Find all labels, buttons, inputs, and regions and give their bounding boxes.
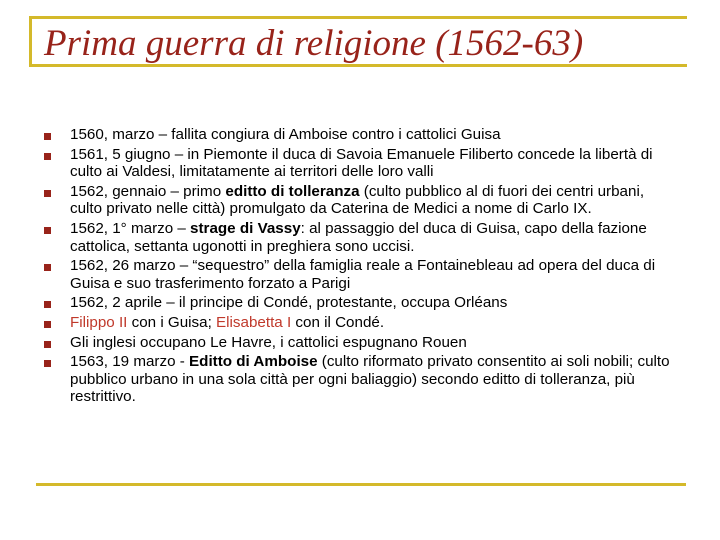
square-bullet-icon — [44, 190, 51, 197]
list-item-text-post: (culto riformato privato consentito ai soli nobili; culto pubblico urbano in una sola città per ogni baliaggio) secondo editto di tolleranza, più restrittivo. — [70, 353, 670, 406]
footer-rule — [36, 483, 686, 486]
square-bullet-icon — [44, 301, 51, 308]
list-item — [42, 257, 672, 292]
square-bullet-icon — [44, 341, 51, 348]
list-item — [42, 334, 672, 352]
list-item-text-post: : al passaggio del duca di Guisa, capo della fazione cattolica, settanta ugonotti in preghiera sono uccisi. — [70, 219, 647, 255]
list-item-bold: strage di Vassy — [190, 219, 301, 237]
bullet-list — [42, 126, 672, 408]
list-item-text-pre: 1563, 19 marzo - — [70, 353, 190, 371]
list-item — [42, 314, 672, 332]
list-item-text: 1562, 26 marzo – “sequestro” della famiglia reale a Fontainebleau ad opera del duca di Guisa e suo trasferimento forzato a Parigi — [70, 257, 656, 292]
square-bullet-icon — [44, 227, 51, 234]
square-bullet-icon — [44, 264, 51, 271]
title-left-rule — [29, 16, 32, 66]
list-item-accent: Filippo II — [70, 313, 128, 331]
square-bullet-icon — [44, 133, 51, 140]
list-item-text-post: (culto pubblico al di fuori dei centri urbani, culto privato nelle città) promulgato da Caterina de Medici a nome di Carlo IX. — [70, 182, 645, 218]
list-item — [42, 220, 672, 255]
list-item — [42, 294, 672, 312]
list-item-text: 1560, marzo – fallita congiura di Amboise contro i cattolici Guisa — [70, 126, 501, 143]
list-item-bold: editto di tolleranza — [225, 182, 360, 200]
list-item-text: Gli inglesi occupano Le Havre, i cattolici espugnano Rouen — [70, 333, 467, 351]
list-item-text: 1562, 2 aprile – il principe di Condé, protestante, occupa Orléans — [70, 294, 508, 312]
list-item-text-mid: con i Guisa; — [127, 313, 217, 331]
list-item — [42, 183, 672, 218]
title-top-rule — [29, 16, 687, 19]
list-item — [42, 353, 672, 406]
square-bullet-icon — [44, 360, 51, 367]
list-item-text-pre: 1562, gennaio – primo — [70, 182, 226, 200]
list-item — [42, 146, 672, 181]
square-bullet-icon — [44, 153, 51, 160]
list-item-text-post: con il Condé. — [291, 313, 385, 331]
list-item-bold: Editto di Amboise — [189, 353, 318, 371]
list-item-text-pre: 1562, 1° marzo – — [70, 219, 191, 237]
list-item-text: 1561, 5 giugno – in Piemonte il duca di Savoia Emanuele Filiberto concede la libertà di culto ai Valdesi, limitatamente ai territori delle loro valli — [70, 145, 653, 181]
square-bullet-icon — [44, 321, 51, 328]
list-item — [42, 126, 672, 144]
slide-title: Prima guerra di religione (1562-63) — [44, 23, 584, 64]
list-item-accent: Elisabetta I — [216, 313, 292, 331]
